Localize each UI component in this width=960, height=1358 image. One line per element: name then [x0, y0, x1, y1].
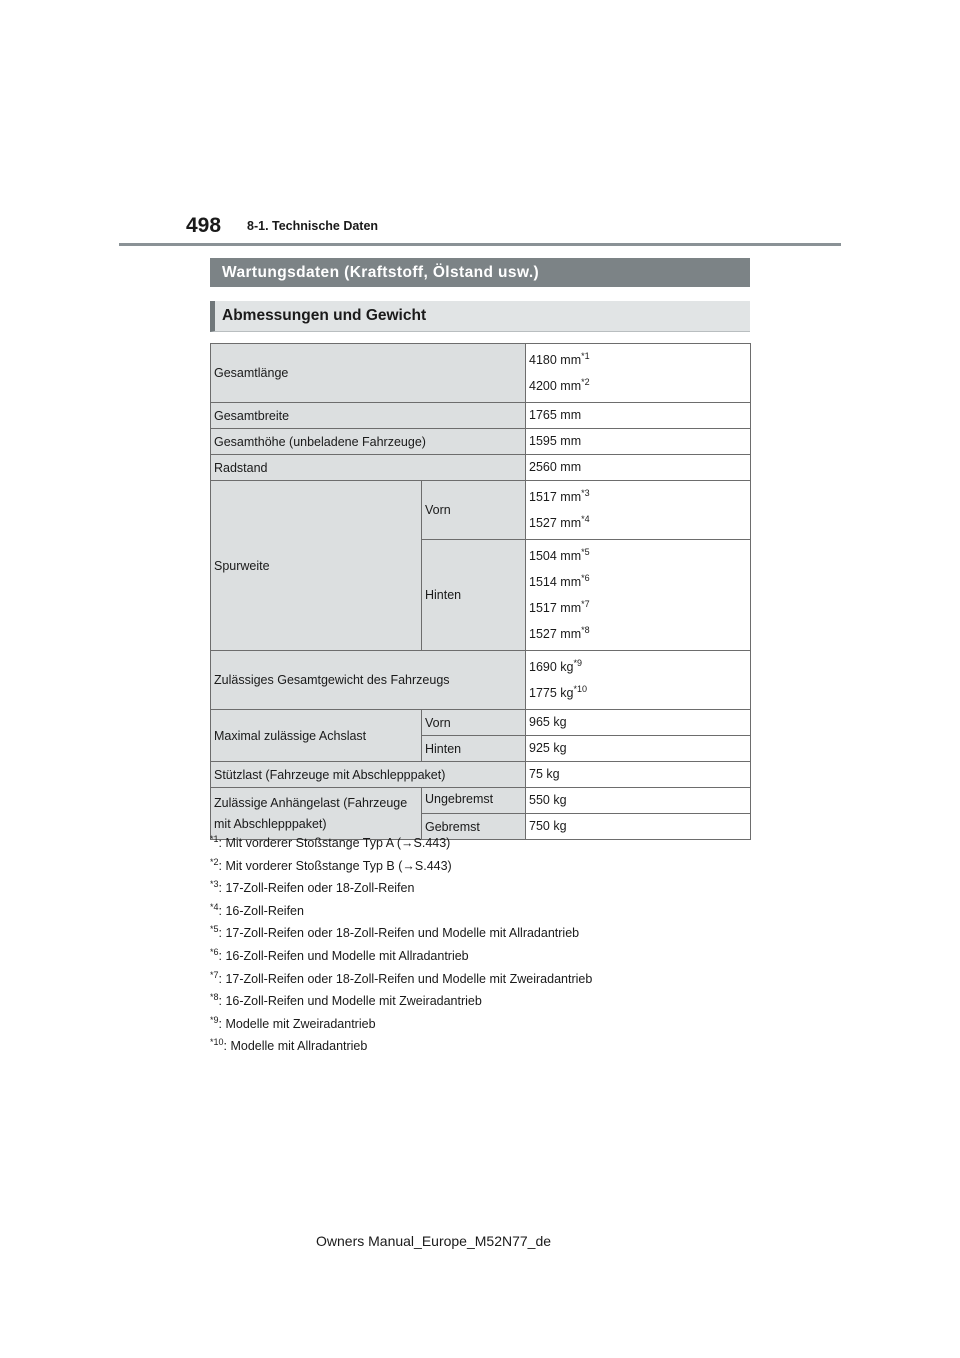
- footnote-text: : Mit vorderer Stoßstange Typ B (→S.443): [218, 858, 452, 873]
- row-value: [526, 481, 751, 540]
- footnote-mark: *9: [210, 1014, 219, 1025]
- table-row: [211, 481, 751, 540]
- subsection-title: Abmessungen und Gewicht: [210, 301, 750, 332]
- footnote-mark: *1: [210, 834, 219, 844]
- table-row: [211, 455, 751, 481]
- table-row: [211, 344, 751, 403]
- footnote-mark: *7: [210, 969, 219, 980]
- footnote-marker: *7: [581, 599, 590, 609]
- sub-label: Vorn: [422, 481, 526, 540]
- value-line: 1514 $mm^{*6}$: [529, 573, 590, 589]
- sub-label: Hinten: [422, 540, 526, 651]
- footnote-marker: *10: [573, 684, 588, 694]
- row-value: 2560 mm: [526, 455, 751, 481]
- value-line: 1517 $mm^{*7}$: [529, 599, 590, 615]
- footnote-text: : Mit vorderer Stoßstange Typ A (→S.443): [218, 836, 451, 850]
- footnote-marker: *5: [581, 547, 590, 557]
- value-line: 1690 $kg^{*9}$: [529, 658, 583, 674]
- footnote-marker: *8: [581, 625, 590, 635]
- footnote-marker: *4: [581, 514, 590, 524]
- row-value: 1765 mm: [526, 403, 751, 429]
- row-label: Zulässige Anhängelast (Fahrzeuge mit Abschlepppaket): [211, 788, 422, 840]
- row-value: 1595 mm: [526, 429, 751, 455]
- section-title: Wartungsdaten (Kraftstoff, Ölstand usw.): [210, 258, 750, 287]
- row-label: Spurweite: [211, 481, 422, 651]
- document-footer: Owners Manual_Europe_M52N77_de: [316, 1233, 552, 1249]
- row-value: [526, 344, 751, 403]
- footnote-mark: *6: [210, 946, 219, 957]
- footnote: [210, 896, 592, 919]
- sub-label: Vorn: [422, 710, 526, 736]
- footnote: [210, 1031, 592, 1054]
- row-label: Zulässiges Gesamtgewicht des Fahrzeugs: [211, 651, 526, 710]
- row-value: 965 kg: [526, 710, 751, 736]
- chapter-heading: 8-1. Technische Daten: [247, 219, 379, 233]
- footnote-text: : 17-Zoll-Reifen oder 18-Zoll-Reifen und Modelle mit Allradantrieb: [218, 926, 580, 941]
- footnote-text: : 17-Zoll-Reifen oder 18-Zoll-Reifen und Modelle mit Zweiradantrieb: [218, 971, 593, 986]
- table-row: [211, 403, 751, 429]
- footnote-marker: *2: [581, 377, 590, 387]
- table-row: [211, 788, 751, 814]
- value-line: 4180 $mm^{*1}$: [529, 351, 590, 367]
- footnote: [210, 1009, 592, 1032]
- footnote-marker: *6: [581, 573, 590, 583]
- footnote: [210, 828, 592, 851]
- footnote: [210, 964, 592, 987]
- header-divider: [119, 243, 841, 246]
- footnote-text: : Modelle mit Allradantrieb: [223, 1039, 368, 1054]
- table-row: [211, 710, 751, 736]
- row-value: 925 kg: [526, 736, 751, 762]
- footnote-text: : Modelle mit Zweiradantrieb: [218, 1016, 376, 1031]
- footnote: [210, 873, 592, 896]
- footnote-text: : 16-Zoll-Reifen: [218, 903, 304, 918]
- row-label: Gesamtlänge: [211, 344, 526, 403]
- footnote: [210, 918, 592, 941]
- footnote-text: : 17-Zoll-Reifen oder 18-Zoll-Reifen: [218, 881, 415, 896]
- footnote-mark: *8: [210, 992, 219, 1003]
- footnote-mark: *5: [210, 924, 219, 935]
- row-label: Radstand: [211, 455, 526, 481]
- footnote: [210, 941, 592, 964]
- row-value: [526, 540, 751, 651]
- value-line: 1517 $mm^{*3}$: [529, 488, 590, 504]
- row-label: Maximal zulässige Achslast: [211, 710, 422, 762]
- footnote-text: : 16-Zoll-Reifen und Modelle mit Zweiradantrieb: [218, 994, 482, 1009]
- value-line: 1527 $mm^{*8}$: [529, 625, 590, 641]
- table-row: [211, 651, 751, 710]
- footnote-mark: *4: [210, 901, 219, 912]
- row-label: Gesamtbreite: [211, 403, 526, 429]
- footnote-marker: *1: [581, 351, 590, 361]
- value-line: 1775 $kg^{*10}$: [529, 684, 588, 700]
- footnotes: [210, 828, 592, 1054]
- row-label: Gesamthöhe (unbeladene Fahrzeuge): [211, 429, 526, 455]
- page-number: 498: [186, 214, 222, 237]
- footnote-marker: *3: [581, 488, 590, 498]
- value-line: 4200 $mm^{*2}$: [529, 377, 590, 393]
- row-label: Stützlast (Fahrzeuge mit Abschlepppaket): [211, 762, 526, 788]
- value-line: 1504 $mm^{*5}$: [529, 547, 590, 563]
- sub-label: Ungebremst: [422, 788, 526, 814]
- footnote: [210, 986, 592, 1009]
- footnote-text: : 16-Zoll-Reifen und Modelle mit Allradantrieb: [218, 948, 469, 963]
- row-value: 75 kg: [526, 762, 751, 788]
- footnote-marker: *9: [573, 658, 583, 668]
- sub-label: Gebremst: [422, 814, 526, 840]
- sub-label: Hinten: [422, 736, 526, 762]
- footnote-mark: *2: [210, 856, 219, 867]
- footnote-mark: *10: [210, 1037, 224, 1048]
- footnote: [210, 851, 592, 874]
- row-value: [526, 651, 751, 710]
- footnote-mark: *3: [210, 879, 219, 890]
- row-value: 550 kg: [526, 788, 751, 814]
- row-value: 750 kg: [526, 814, 751, 840]
- dimensions-weight-table: [210, 343, 751, 840]
- value-line: 1527 $mm^{*4}$: [529, 514, 590, 530]
- table-row: [211, 429, 751, 455]
- table-row: [211, 762, 751, 788]
